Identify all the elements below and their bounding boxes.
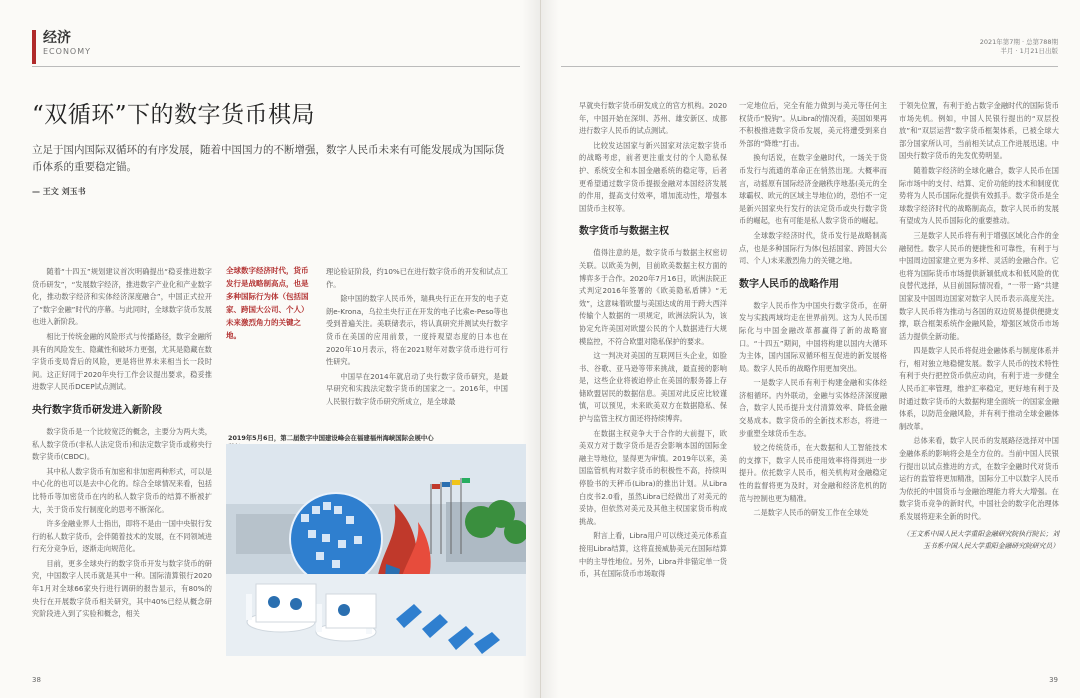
photo-caption: 2019年5月6日，第二届数字中国建设峰会在福建福州海峡国际会展中心 [228,434,434,442]
page-number-left: 38 [32,676,41,684]
paragraph: 随着“十四五”规划建议首次明确提出“稳妥推进数字货币研发”，“发展数字经济，推进数字产业化和产业数字化，推动数字经济和实体经济深度融合”，中国正式拉开了“数字金融”时代的序幕。与此同时，全球数字货币发展也进入新阶段。 [32,267,212,327]
summit-photo [226,444,526,656]
paragraph: 理论验证阶段，约10%已在进行数字货币的开发和试点工作。 [326,267,508,289]
paragraph: 值得注意的是，数字货币与数据主权密切关联。以欧美为例，目前欧美数据主权方面的博弈多于合作。2020年7月16日，欧洲法院正式判定2016年签署的《欧美隐私盾牌》“无效”，这意味着欧盟与美国达成的用于跨大西洋传输个人数据的一项规定，欧洲法院认为，该协定允许美国对欧盟公民的个人数据进行大规模监控，不符合欧盟对隐私保护的要求。 [579,248,727,346]
paragraph: 四是数字人民币将促进金融体系与制度体系并行，相对独立地稳健发展。数字人民币的技术特性有利于央行把控货币供应动向，有利于进一步健全人民币汇率管理，维护汇率稳定，更好地有利于及时通过数字货币的大数据构建全面统一的国家金融体系，以防范金融风险，并有利于推动全球金融体制改革。 [899,346,1059,431]
page-number-right: 39 [1049,676,1058,684]
section-accent-bar [32,30,36,64]
paragraph: 换句话说，在数字金融时代，一场关于货币发行与流通的革命正在悄然出现。大概率而言，动摇原有国际经济金融秩序地基(美元的全球霸权、欧元的区域主导地位)的，恐怕不一定是新兴国家央行发行的法定货币或央行数字货币的崛起，也有可能是私人数字货币的崛起。 [739,153,887,226]
paragraph: 三是数字人民币将有利于增强区域化合作的金融韧性。数字人民币的便捷性和可靠性，有利于与中国周边国家建立更为多样、灵活的金融合作。它也将为国际货币市场提供新颖低成本和低风险的优良替代选择，从目前国际情况看，“一带一路”共建国家及中国周边国家对数字人民币表示高度关注。数字人民币将为推动与各国的双边贸易提供便捷支撑，联合框架系统作金融风险，增强区域货币市场活力提供全新动能。 [899,230,1059,341]
paragraph: 比较发达国家与新兴国家对法定数字货币的战略考虑，前者更注重支付的个人隐私保护、系统安全和本国金融系统的稳定等，后者更希望通过数字货币提振金融对本国经济发展的作用，提高支付效率，增加流动性，增强本国货币主权等。 [579,140,727,213]
paragraph: 附言上看，Libra用户可以绕过美元体系直接用Libra结算，这将直接威胁美元在国际结算中的主导性地位。另外，Libra并非锚定单一货币，其在国际货币市场取得 [579,531,727,579]
paragraph: 一定地位后，完全有能力做到与美元等任何主权货币“脱钩”。从Libra的情况看，美国如果再不积极推进数字货币发展，美元将遭受到来自外部的“降维”打击。 [739,101,887,148]
section-title: 经济 [43,30,71,46]
paragraph: 这一判决对美国的互联网巨头企业，如脸书、谷歌、亚马逊等带来挑战，最直接的影响是，这些企业将被迫停止在美国的服务器上存储欧盟居民的数据信息。美国对此反应比较谨慎，可以预见，未来欧美双方在数据隐私、保护与监管主权方面还将持续博弈。 [579,351,727,424]
paragraph: 数字货币是一个比较宽泛的概念，主要分为两大类，私人数字货币(非私人法定货币)和法定数字货币或称央行数字货币(CBDC)。 [32,426,212,462]
paragraph: 二是数字人民币的研发工作在全球处 [753,508,869,518]
article-title: “双循环”下的数字货币棋局 [32,102,316,128]
article-byline: — 王文 刘玉书 [32,187,86,196]
paragraph: 早就央行数字货币研发成立的官方机构。2020年，中国开始在深圳、苏州、雄安新区、成都进行数字人民币的试点测试。 [579,101,727,136]
section-title-en: ECONOMY [43,47,92,56]
paragraph: 全球数字经济时代，货币发行是战略制高点，也是多种国际行为体(包括国家、跨国大公司、个人)未来激烈角力的关键之地。 [739,230,887,266]
paragraph: 其中私人数字货币有加密和非加密两种形式，可以是中心化的也可以是去中心化的。综合全球情况来看，包括比特币等加密货币在内的私人数字货币的结算不断被扩大，关于货币发行制度化的思考不断深化。 [32,466,212,514]
paragraph: 一是数字人民币有利于构建金融和实体经济相循环。内外联动，金融与实体经济深度融合，数字人民币提升支付清算效率、降低金融交易成本。数字货币的全新技术形态，将进一步重塑全球货币生态。 [739,378,887,438]
issue-meta-line: 2021年第7期 · 总第788期 [979,38,1058,46]
paragraph: 相比于传统金融的风险形式与传播路径，数字金融所具有的风险发生、隐藏性和破坏力更强，尤其是隐藏在数字货币变局背后的风险，更是将世界未来相当长一段时间。这正好同于2020年央行工作会议提出要求，稳妥推进数字人民币DCEP试点测试。 [32,331,212,392]
paragraph: 于领先位置，有利于抢占数字金融时代的国际货币市场先机。例如，中国人民银行提出的“双层投放”和“双层运营”数字货币框架体系，已被全球大部分国家所认可，当前相关试点工作进展迅速。中国央行数字货币的先发优势明显。 [899,101,1059,161]
paragraph: 总体来看，数字人民币的发展路径选择对中国金融体系的影响将会是全方位的。当前中国人民银行提出以试点推进的方式，在数字金融时代对货币运行的监管将更加精准，国际分工中以数字人民币为依托的中国货币与金融治理能力将大大增强。在数字货币竞争的新时代，中国社会的数字化治理体系发展将迎来全新的时代。 [899,436,1059,521]
left-column-2 [326,266,508,411]
right-column-1 [579,100,727,583]
subheading: 数字货币与数据主权 [579,226,669,238]
section-header [32,30,91,64]
right-page [540,0,1080,698]
gutter-shadow [541,0,559,698]
paragraph: 较之传统货币，在大数据和人工智能技术的支撑下，数字人民币使用效率将得到进一步提升。依托数字人民币，相关机构对金融稳定性的监督将更为及时，对金融和经济危机的防范与控制也更为精准。 [739,443,887,503]
pull-quote: 全球数字经济时代，货币发行是战略制高点，也是多种国际行为体（包括国家、跨国大公司、个人）未来激烈角力的关键之地。 [226,266,309,340]
right-column-3 [899,100,1059,552]
author-note: （王文系中国人民大学重阳金融研究院执行院长；刘玉书系中国人民大学重阳金融研究院研究员） [902,529,1059,550]
issue-meta [980,38,1058,56]
paragraph: 除中国的数字人民币外，瑞典央行正在开发的电子克朗e-Krona，乌拉圭央行正在开发的电子比索e-Peso等也受到普遍关注。美联储表示，将认真研究并测试央行数字货币在美国的应用前景，一度持观望态度的日本也在2020年10月表示，将在2021财年对数字货币进行可行性研究。 [326,294,508,367]
header-rule [561,66,1058,67]
summit-photo-illustration [226,444,526,656]
header-rule [32,66,520,67]
left-column-1 [32,266,212,623]
paragraph: 随着数字经济的全球化融合，数字人民币在国际市场中的支付、结算、定价功能的技术和制度优势将为人民币国际化提供有效抓手。数字货币是全球数字经济时代的战略制高点，数字人民币的发展有望成为人民币国际化的重要推动。 [899,165,1059,226]
right-column-2 [739,100,887,522]
paragraph: 在数据主权竞争大于合作的大前提下，欧美双方对于数字货币是否会影响本国的国际金融主导地位，显得更为审慎。2019年以来，美国监管机构对数字货币的积极性不高，持续叫停脸书的天秤币(Libra)的推出计划。从Libra白皮书2.0看，虽然Libra已经做出了对美元的妥协，但依然对美元及其他主权国家货币构成挑战。 [579,428,727,526]
issue-meta-line: 半月 · 1月21日出版 [1000,47,1058,55]
paragraph: 许多金融业界人士指出，即将不是由一国中央银行发行的私人数字货币，会伴随着技术的发展，在不同领域进行充分竞争后，逐渐走向规范化。 [32,519,212,554]
paragraph: 目前，更多全球央行的数字货币开发与数字货币的研究，中国数字人民币就是其中一种。国际清算银行2020年1月对全球66家央行进行调研的报告显示，有80%的央行在开展数字货币相关研究，其中40%已经从概念研究阶段进入到了实验和概念，相关 [32,558,212,619]
article-lede: 立足于国内国际双循环的有序发展，随着中国国力的不断增强，数字人民币未来有可能发展成为国际货币体系的重要稳定锚。 [32,144,505,173]
subheading: 央行数字货币研发进入新阶段 [32,404,162,416]
paragraph: 数字人民币作为中国央行数字货币，在研发与实践两域均走在世界前列。这为人民币国际化与中国金融改革都赢得了新的战略窗口。“十四五”期间，中国将构建以国内大循环为主体，国内国际双循环相互促进的新发展格局。数字人民币的战略作用更加突出。 [739,300,887,373]
subheading: 数字人民币的战略作用 [739,278,839,290]
paragraph: 中国早在2014年就启动了央行数字货币研究，是最早研究和实践法定数字货币的国家之一。2016年，中国人民银行数字货币研究所成立，是全球最 [326,371,508,406]
